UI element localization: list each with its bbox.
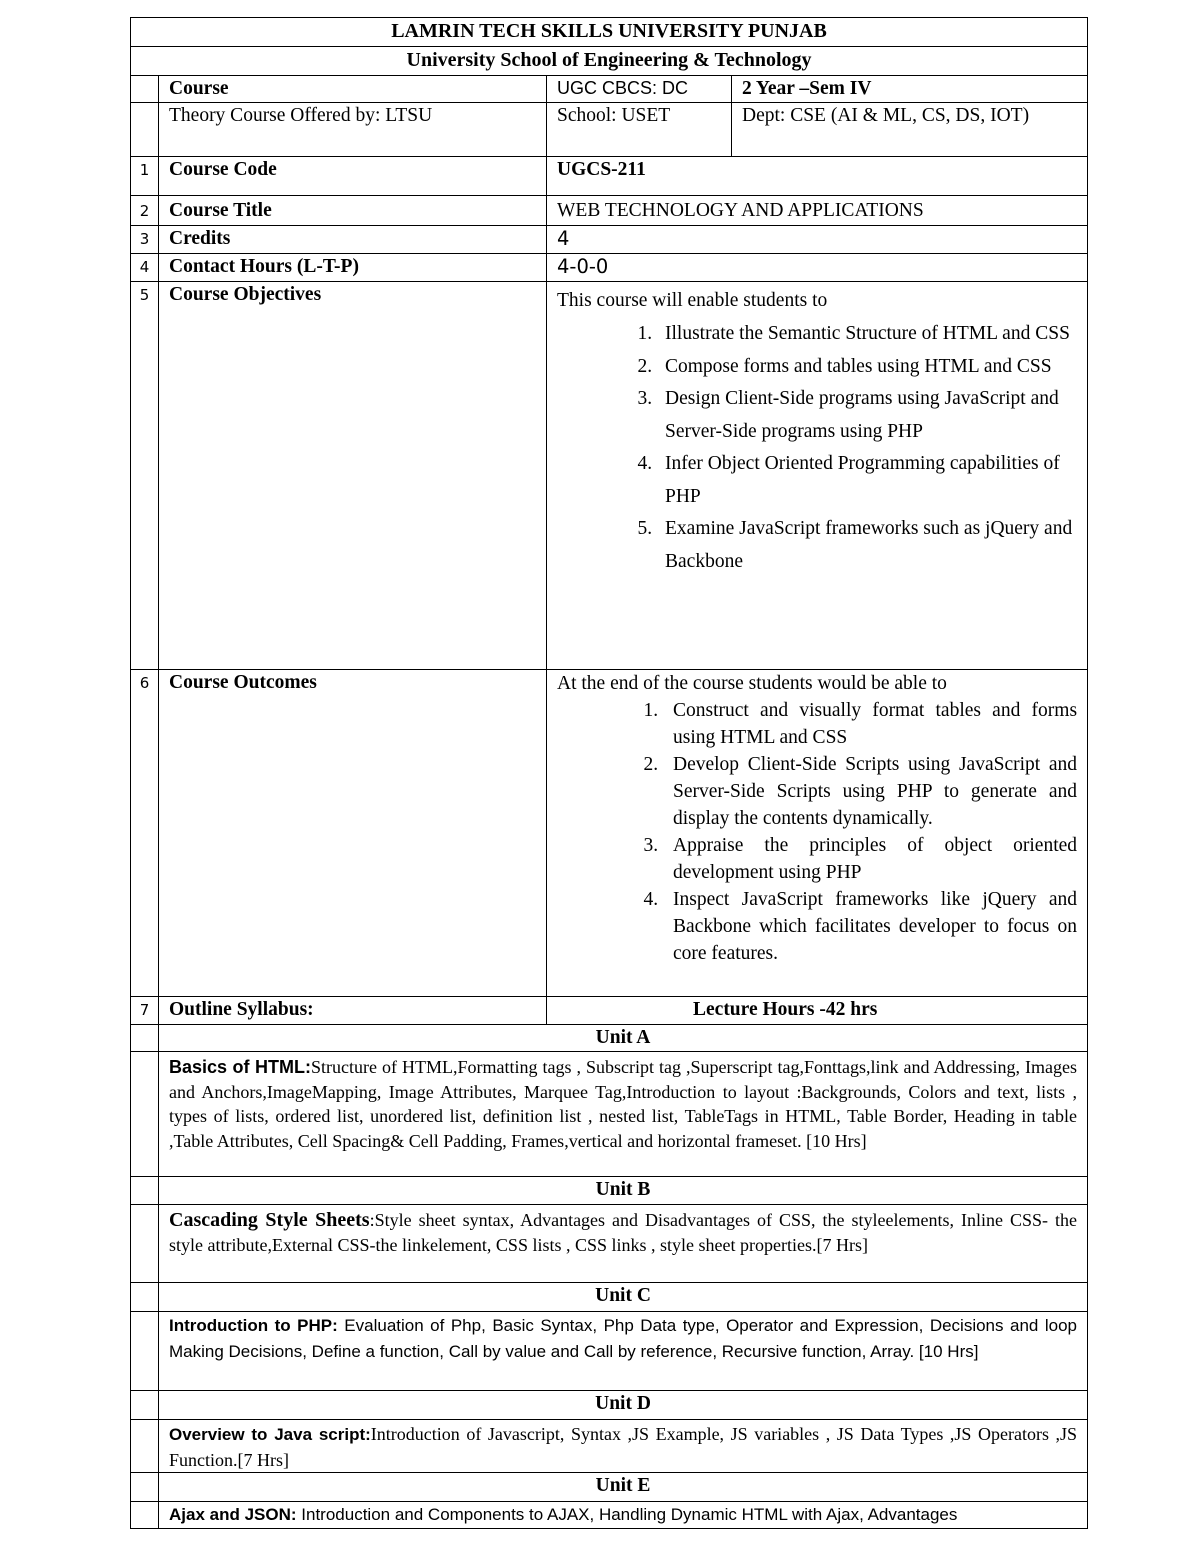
course-objectives-content [547, 282, 1088, 670]
course-code-value: UGCS-211 [547, 157, 1088, 196]
ugc-cbcs: UGC CBCS: DC [547, 76, 732, 103]
unit-body: Structure of HTML,Formatting tags , Subscript tag ,Superscript tag,Fonttags,link and Addressing, Images and Anchors,ImageMapping, Image Attributes, Marquee Tag,Introduction to layout :Backgrounds, Colors and text, lists , types of lists, ordered list, unordered list, definition list , nested list, TableTags in HTML, Table Border, Heading in table ,Table Attributes, Cell Spacing& Cell Padding, Frames,vertical and horizontal frameset. [10 Hrs] [169, 1057, 1078, 1151]
unit-content [159, 1052, 1088, 1177]
unit-lead: Introduction to PHP: [169, 1316, 338, 1335]
course-outcomes-label: Course Outcomes [159, 670, 547, 997]
contact-hours-value: 4-0-0 [547, 254, 1088, 282]
outcome-item: 2. Develop Client-Side Scripts using JavaScript and Server-Side Scripts using PHP to generate and display the contents dynamically. [663, 751, 1077, 832]
course-objectives-label: Course Objectives [159, 282, 547, 670]
objective-item: 4. Infer Object Oriented Programming capabilities of PHP [657, 448, 1077, 513]
objectives-list [557, 318, 1077, 578]
unit-lead: Ajax and JSON: [169, 1505, 297, 1524]
unit-title: Unit B [159, 1177, 1088, 1205]
unit-title: Unit A [159, 1025, 1088, 1052]
outline-syllabus-label: Outline Syllabus: [159, 997, 547, 1025]
outcomes-list [557, 697, 1077, 967]
objective-item: 5. Examine JavaScript frameworks such as jQuery and Backbone [657, 513, 1077, 578]
syllabus-table [130, 17, 1088, 1529]
unit-body: Introduction of Javascript, Syntax ,JS Example, JS variables , JS Data Types ,JS Operators ,JS Function.[7 Hrs] [169, 1424, 1078, 1470]
offered-by: Theory Course Offered by: LTSU [159, 103, 547, 157]
course-code-label: Course Code [159, 157, 547, 196]
unit-title: Unit C [159, 1283, 1088, 1312]
school-field: School: USET [547, 103, 732, 157]
course-title-label: Course Title [159, 196, 547, 226]
course-outcomes-content [547, 670, 1088, 997]
outcomes-intro: At the end of the course students would be able to [557, 673, 947, 694]
unit-content [159, 1205, 1088, 1283]
objective-item: 3. Design Client-Side programs using JavaScript and Server-Side programs using PHP [657, 383, 1077, 448]
row-num: 6 [131, 670, 159, 997]
row-num: 5 [131, 282, 159, 670]
contact-hours-label: Contact Hours (L-T-P) [159, 254, 547, 282]
unit-content [159, 1502, 1088, 1529]
credits-label: Credits [159, 226, 547, 254]
credits-value: 4 [547, 226, 1088, 254]
unit-content [159, 1420, 1088, 1473]
row-num: 2 [131, 196, 159, 226]
course-label: Course [159, 76, 547, 103]
unit-lead: Basics of HTML: [169, 1057, 312, 1077]
row-num: 1 [131, 157, 159, 196]
row-num: 3 [131, 226, 159, 254]
outcome-item: 4. Inspect JavaScript frameworks like jQuery and Backbone which facilitates developer to focus on core features. [663, 886, 1077, 967]
outcome-item: 1. Construct and visually format tables and forms using HTML and CSS [663, 697, 1077, 751]
university-name: LAMRIN TECH SKILLS UNIVERSITY PUNJAB [131, 18, 1088, 47]
unit-body: :Style sheet syntax, Advantages and Disadvantages of CSS, the styleelements, Inline CSS- the style attribute,External CSS-the linkelement, CSS lists , CSS links , style sheet properties.[7 Hrs] [169, 1210, 1078, 1255]
unit-body: Evaluation of Php, Basic Syntax, Php Data type, Operator and Expression, Decisions and loop Making Decisions, Define a function, Call by value and Call by reference, Recursive function, Array. [10 Hrs] [169, 1316, 1078, 1361]
unit-content [159, 1312, 1088, 1391]
dept-field: Dept: CSE (AI & ML, CS, DS, IOT) [732, 103, 1088, 157]
course-title-value: WEB TECHNOLOGY AND APPLICATIONS [547, 196, 1088, 226]
objective-item: 1. Illustrate the Semantic Structure of HTML and CSS [657, 318, 1077, 351]
objectives-intro: This course will enable students to [557, 290, 828, 311]
unit-body: Introduction and Components to AJAX, Handling Dynamic HTML with Ajax, Advantages [296, 1505, 958, 1524]
outcome-item: 3. Appraise the principles of object oriented development using PHP [663, 832, 1077, 886]
lecture-hours: Lecture Hours -42 hrs [547, 997, 1088, 1025]
unit-lead: Overview to Java script: [169, 1425, 371, 1444]
year-sem: 2 Year –Sem IV [732, 76, 1088, 103]
objective-item: 2. Compose forms and tables using HTML and CSS [657, 351, 1077, 384]
unit-title: Unit E [159, 1473, 1088, 1502]
unit-lead: Cascading Style Sheets [169, 1209, 370, 1231]
school-name: University School of Engineering & Technology [131, 47, 1088, 76]
row-num: 4 [131, 254, 159, 282]
unit-title: Unit D [159, 1391, 1088, 1420]
row-num: 7 [131, 997, 159, 1025]
